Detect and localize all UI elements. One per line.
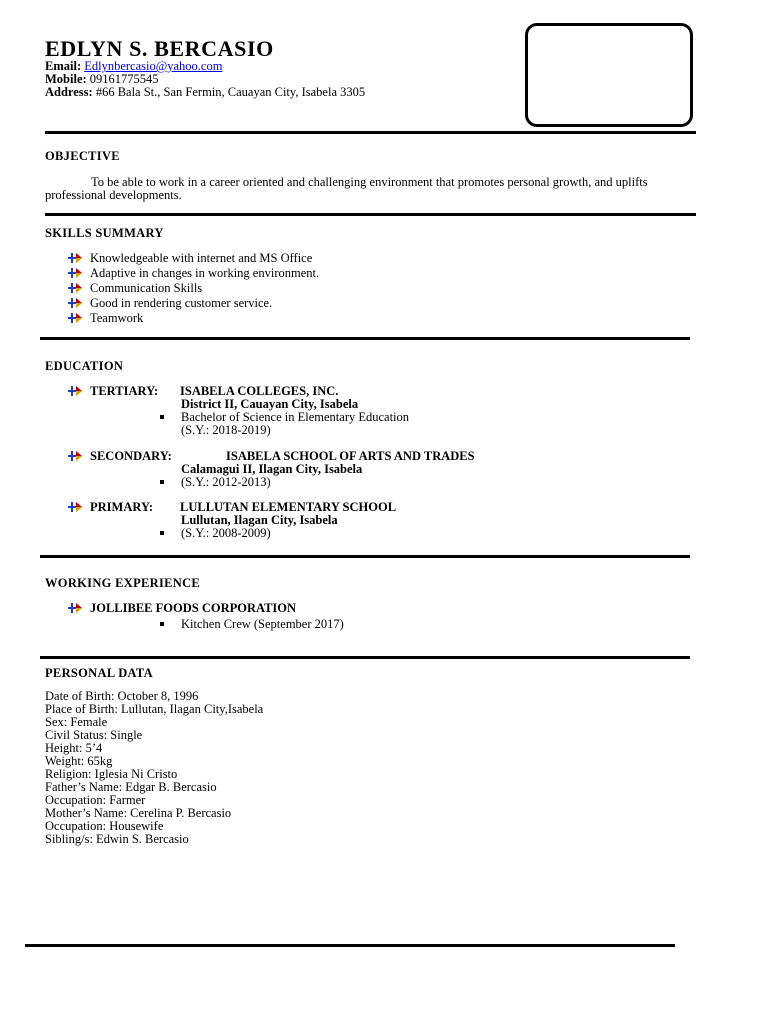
- arrow-bullet-icon: [68, 501, 82, 513]
- divider: [40, 656, 690, 659]
- divider: [45, 131, 696, 134]
- divider: [40, 555, 690, 558]
- primary-row: [68, 500, 396, 514]
- skill-item: Good in rendering customer service.: [68, 296, 272, 310]
- secondary-location: Calamagui II, Ilagan City, Isabela: [181, 462, 363, 476]
- personal-line: Occupation: Farmer: [45, 793, 146, 807]
- arrow-bullet-icon: [68, 252, 82, 264]
- personal-line: Sibling/s: Edwin S. Bercasio: [45, 832, 189, 846]
- primary-sy: (S.Y.: 2008-2009): [181, 526, 271, 540]
- personal-line: Place of Birth: Lullutan, Ilagan City,Isabela: [45, 702, 264, 716]
- secondary-sy: (S.Y.: 2012-2013): [181, 475, 271, 489]
- personal-line: Sex: Female: [45, 715, 108, 729]
- secondary-school: ISABELA SCHOOL OF ARTS AND TRADES: [226, 449, 475, 463]
- email-line: [45, 59, 222, 73]
- objective-line-2: professional developments.: [45, 188, 182, 202]
- personal-line: Height: 5’4: [45, 741, 103, 755]
- primary-label: PRIMARY:: [90, 500, 153, 514]
- work-company: JOLLIBEE FOODS CORPORATION: [90, 601, 297, 615]
- mobile-line: [45, 72, 159, 86]
- education-heading: EDUCATION: [45, 359, 124, 373]
- divider: [25, 944, 675, 947]
- personal-line: Civil Status: Single: [45, 728, 143, 742]
- email-label: Email:: [45, 59, 82, 73]
- divider: [45, 213, 696, 216]
- mobile-label: Mobile:: [45, 72, 87, 86]
- address-value: #66 Bala St., San Fermin, Cauayan City, Isabela 3305: [95, 85, 366, 99]
- work-position: Kitchen Crew (September 2017): [181, 617, 344, 631]
- objective-heading: OBJECTIVE: [45, 149, 120, 163]
- personal-line: Date of Birth: October 8, 1996: [45, 689, 199, 703]
- tertiary-row: [68, 384, 338, 398]
- address-line: [45, 85, 365, 99]
- arrow-bullet-icon: [68, 450, 82, 462]
- square-bullet-icon: [160, 531, 164, 535]
- arrow-bullet-icon: [68, 385, 82, 397]
- arrow-bullet-icon: [68, 602, 82, 614]
- tertiary-school: ISABELA COLLEGES, INC.: [180, 384, 339, 398]
- square-bullet-icon: [160, 480, 164, 484]
- primary-location: Lullutan, Ilagan City, Isabela: [181, 513, 338, 527]
- arrow-bullet-icon: [68, 267, 82, 279]
- arrow-bullet-icon: [68, 312, 82, 324]
- arrow-bullet-icon: [68, 282, 82, 294]
- primary-school: LULLUTAN ELEMENTARY SCHOOL: [180, 500, 397, 514]
- work-heading: WORKING EXPERIENCE: [45, 576, 201, 590]
- personal-heading: PERSONAL DATA: [45, 666, 153, 680]
- personal-line: Religion: Iglesia Ni Cristo: [45, 767, 178, 781]
- address-label: Address:: [45, 85, 93, 99]
- personal-line: Father’s Name: Edgar B. Bercasio: [45, 780, 217, 794]
- work-row: [68, 601, 296, 615]
- photo-placeholder: [525, 23, 693, 127]
- skill-item: Adaptive in changes in working environment.: [68, 266, 319, 280]
- arrow-bullet-icon: [68, 297, 82, 309]
- secondary-label: SECONDARY:: [90, 449, 172, 463]
- objective-line-1: To be able to work in a career oriented and challenging environment that promotes personal growth, and uplifts: [91, 175, 648, 189]
- personal-line: Occupation: Housewife: [45, 819, 164, 833]
- tertiary-label: TERTIARY:: [90, 384, 159, 398]
- tertiary-location: District II, Cauayan City, Isabela: [181, 397, 359, 411]
- square-bullet-icon: [160, 622, 164, 626]
- skill-item: Communication Skills: [68, 281, 202, 295]
- tertiary-course: Bachelor of Science in Elementary Education: [181, 410, 410, 424]
- personal-line: Weight: 65kg: [45, 754, 113, 768]
- email-link[interactable]: Edlynbercasio@yahoo.com: [84, 59, 223, 73]
- mobile-value: 09161775545: [89, 72, 159, 86]
- secondary-row: [68, 449, 475, 463]
- personal-line: Mother’s Name: Cerelina P. Bercasio: [45, 806, 232, 820]
- skill-item: Teamwork: [68, 311, 143, 325]
- tertiary-sy: (S.Y.: 2018-2019): [181, 423, 271, 437]
- candidate-name: EDLYN S. BERCASIO: [45, 36, 274, 61]
- square-bullet-icon: [160, 415, 164, 419]
- divider: [40, 337, 690, 340]
- skill-item: Knowledgeable with internet and MS Office: [68, 251, 312, 265]
- skills-heading: SKILLS SUMMARY: [45, 226, 164, 240]
